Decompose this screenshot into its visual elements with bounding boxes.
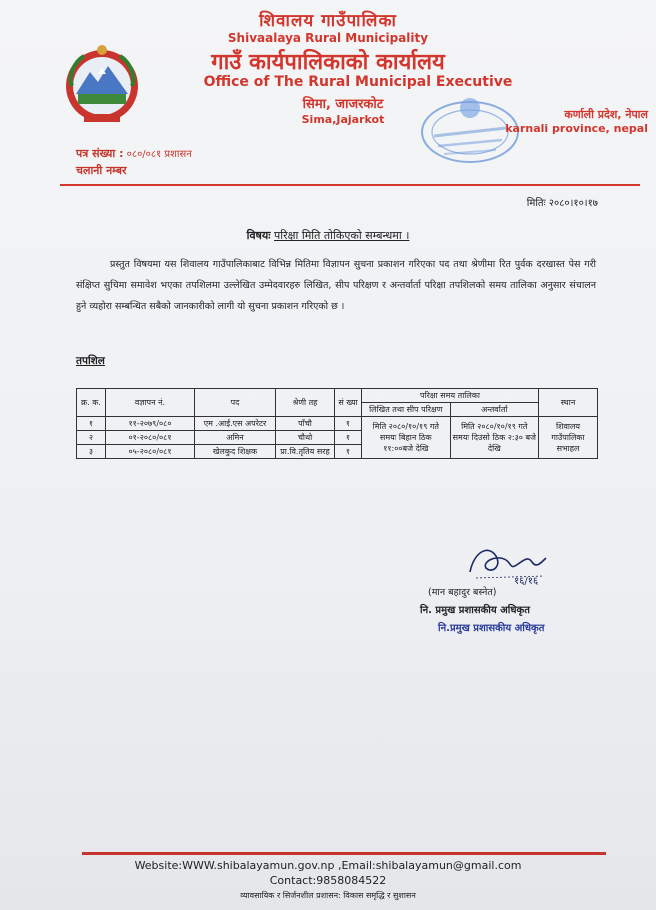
cell-count: १: [335, 431, 362, 445]
header-location-en: Sima,Jajarkot: [301, 113, 385, 126]
cell-level: पाँचौ: [276, 417, 335, 431]
col-header-sn: क्र. क.: [77, 389, 106, 417]
province-en: karnali province, nepal: [505, 122, 648, 135]
header-municipality-np: शिवालय गाउँपालिका: [259, 11, 397, 31]
body-paragraph: प्रस्तुत विषयमा यस शिवालय गाउँपालिकाबाट विभिन्न मितिमा विज्ञापन सुचना प्रकाशन गरिएका पद तथा श्रेणीमा रित पुर्वक दरखास्त पेस गरी संक्षिप्त सुचिमा समावेश भएका तपशिलमा उल्लेखित उम्मेदवारहरु लिखित, सीप परिक्षण र अन्तर्वार्ता परिक्षा तपशिलको समय तालिका अनुसार संचालन हुने व्यहोरा सम्बन्धित सबैको जानकारीको लागी यो सुचना प्रकाशन गरिएको छ ।: [76, 259, 596, 312]
subject-line: [0, 228, 656, 243]
letter-number: [76, 146, 192, 163]
header-divider: [60, 184, 640, 186]
cell-level: प्रा.वि.तृतिय सरह: [276, 445, 335, 459]
cell-ad-no: ०५-२०८०/०८१: [106, 445, 195, 459]
cell-sn: १: [77, 417, 106, 431]
cell-post: खेलकुद शिक्षक: [195, 445, 276, 459]
reference-block: [76, 146, 192, 180]
letter-number-label: पत्र संख्या :: [76, 147, 124, 160]
signature-scribble: [462, 534, 562, 588]
cell-post: अमिन: [195, 431, 276, 445]
details-heading: तपशिल: [76, 355, 105, 367]
header-municipality-en: Shivaalaya Rural Municipality: [227, 31, 429, 45]
cell-level: चौथो: [276, 431, 335, 445]
col-header-schedule: परिक्षा समय तालिका: [362, 389, 539, 403]
letter-number-value: ०८०/०८१ प्रशासन: [126, 149, 192, 160]
signatory-stamp: नि.प्रमुख प्रशासकीय अधिकृत: [438, 623, 545, 634]
cell-sn: ३: [77, 445, 106, 459]
footer-website-email: Website:WWW.shibalayamun.gov.np ,Email:shibalayamun@gmail.com: [134, 859, 522, 872]
dispatch-number-label: चलानी नम्बर: [76, 164, 127, 177]
header-location-np: सिमा, जाजरकोट: [302, 97, 384, 112]
province-block: [505, 108, 648, 136]
footer-divider: [82, 852, 606, 855]
cell-ad-no: ११-२०७९/०८०: [106, 417, 195, 431]
col-header-written: लिखित तथा सीप परिक्षण: [362, 403, 451, 417]
exam-schedule-table: [76, 388, 598, 459]
header-office-en: Office of The Rural Municipal Executive: [203, 74, 513, 90]
province-np: कर्णाली प्रदेश, नेपाल: [564, 108, 648, 121]
header-office-np: गाउँ कार्यपालिकाको कार्यालय: [211, 50, 445, 75]
cell-written-time: मिति २०८०/१०/१९ गते समयः बिहान ठिक ११:००बजे देखि: [362, 417, 451, 459]
cell-sn: २: [77, 431, 106, 445]
col-header-post: पद: [195, 389, 276, 417]
col-header-level: श्रेणी तह: [276, 389, 335, 417]
cell-interview-time: मिति २०८०/१०/१९ गते समयः दिउसो ठिक २:३० बजे देखि: [450, 417, 538, 459]
cell-ad-no: ०१-२०८०/०८१: [106, 431, 195, 445]
col-header-interview: अन्तर्वार्ता: [450, 403, 538, 417]
table-row: [77, 417, 598, 431]
footer-slogan: व्यावसायिक र सिर्जनशील प्रशासन: विकास समृद्धि र सुशासन: [240, 891, 416, 900]
cell-count: १: [335, 445, 362, 459]
signatory-name: (मान बहादुर बस्नेत): [428, 587, 497, 598]
col-header-ad-no: वज्ञापन नं.: [106, 389, 195, 417]
cell-post: एम .आई.एस अपरेटर: [195, 417, 276, 431]
signatory-position: नि. प्रमुख प्रशासकीय अधिकृत: [420, 605, 530, 616]
col-header-count: सं ख्या: [335, 389, 362, 417]
subject-text: परिक्षा मिति तोकिएको सम्बन्धमा ।: [274, 229, 410, 242]
subject-label: विषयः: [246, 229, 271, 242]
signature-date: १६/१६: [514, 576, 539, 587]
dispatch-number: [76, 163, 192, 180]
cell-count: १: [335, 417, 362, 431]
col-header-venue: स्थान: [539, 389, 598, 417]
table-header-row: [77, 389, 598, 403]
letter-date: मितिः २०८०।१०।१७: [526, 198, 598, 209]
cell-venue: शिवालय गाउँपालिका सभाहल: [539, 417, 598, 459]
footer-contact: Contact:9858084522: [269, 874, 387, 887]
